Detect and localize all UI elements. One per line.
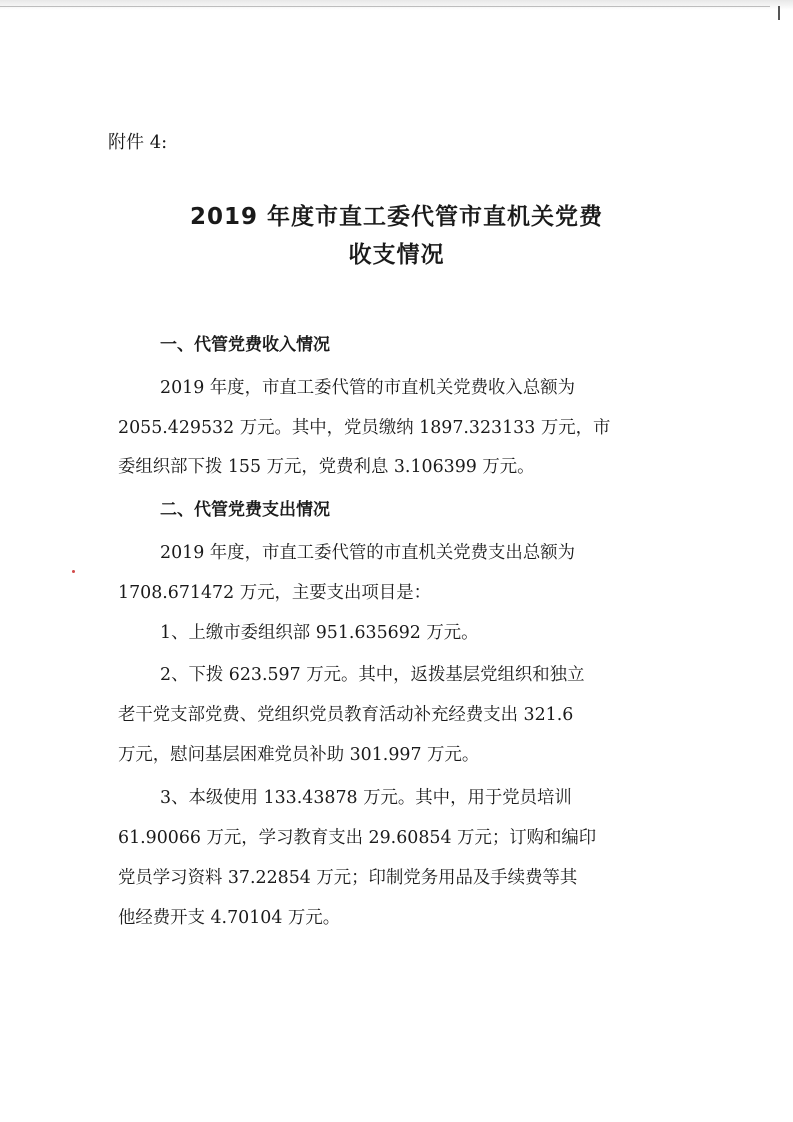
expense-item-3-continued: 党员学习资料 37.22854 万元；印制党务用品及手续费等其: [118, 868, 578, 888]
section1-paragraph-line: 2055.429532 万元。其中，党员缴纳 1897.323133 万元，市: [118, 418, 611, 438]
section2-paragraph-line: 2019 年度，市直工委代管的市直机关党费支出总额为: [160, 543, 575, 563]
scan-corner-mark: [778, 6, 780, 20]
section1-paragraph-line: 委组织部下拨 155 万元，党费利息 3.106399 万元。: [118, 457, 535, 477]
scan-speck: [72, 570, 75, 573]
expense-item-3: 3、本级使用 133.43878 万元。其中，用于党员培训: [160, 788, 572, 808]
page-border-line: [0, 6, 770, 7]
expense-item-1: 1、上缴市委组织部 951.635692 万元。: [160, 623, 479, 643]
section1-heading: 一、代管党费收入情况: [160, 335, 330, 355]
expense-item-2-continued: 老干党支部党费、党组织党员教育活动补充经费支出 321.6: [118, 705, 574, 725]
document-title-line2: 收支情况: [348, 242, 445, 268]
scan-top-edge: [0, 0, 793, 10]
expense-item-3-continued: 61.90066 万元，学习教育支出 29.60854 万元；订购和编印: [118, 828, 597, 848]
document-title-line1: 2019 年度市直工委代管市直机关党费: [189, 204, 604, 230]
section1-paragraph-line: 2019 年度，市直工委代管的市直机关党费收入总额为: [160, 378, 575, 398]
section2-paragraph-line: 1708.671472 万元，主要支出项目是：: [118, 583, 431, 603]
section2-heading: 二、代管党费支出情况: [160, 500, 330, 520]
attachment-label: 附件 4:: [108, 132, 168, 153]
expense-item-2-continued: 万元，慰问基层困难党员补助 301.997 万元。: [118, 745, 480, 765]
expense-item-3-continued: 他经费开支 4.70104 万元。: [118, 908, 341, 928]
expense-item-2: 2、下拨 623.597 万元。其中，返拨基层党组织和独立: [160, 665, 585, 685]
